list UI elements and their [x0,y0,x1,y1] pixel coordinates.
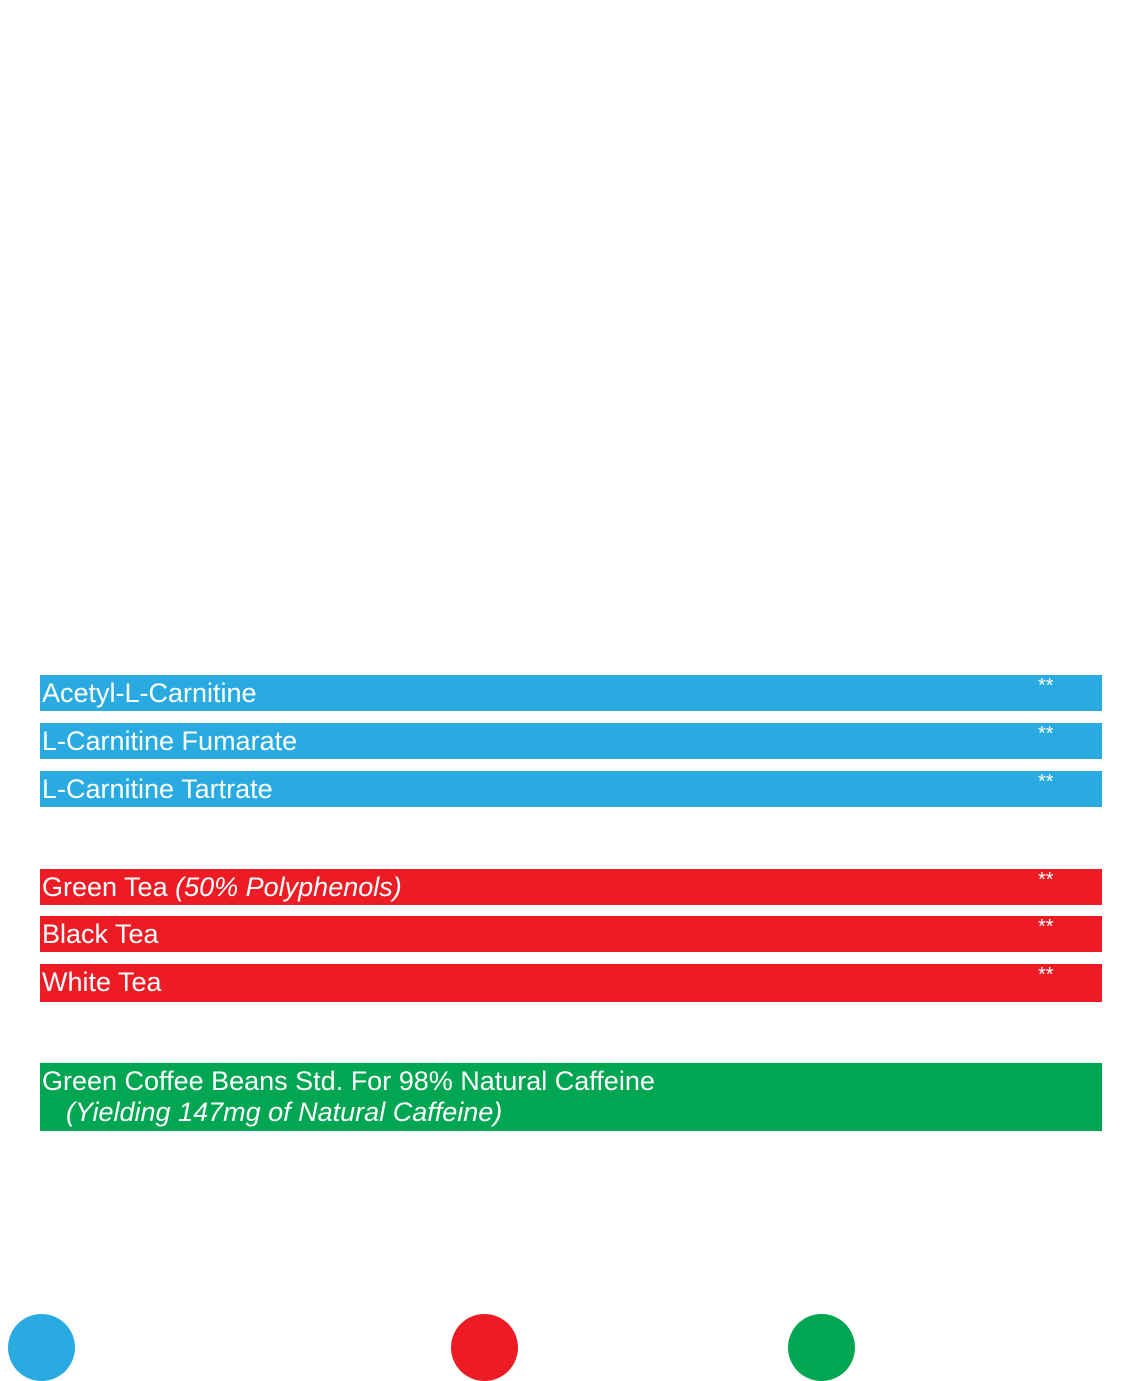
ingredient-row-green-tea [40,869,1102,905]
ingredient-note: (50% Polyphenols) [175,872,402,902]
ingredient-row-green-coffee-beans [40,1063,1102,1131]
ingredient-label: Acetyl-L-Carnitine [42,678,257,708]
footnote-mark: ** [1038,916,1054,938]
ingredient-label: White Tea [42,967,162,997]
ingredient-label: Green Tea [42,872,168,902]
ingredient-label: Green Coffee Beans Std. For 98% Natural Caffeine [42,1066,655,1096]
ingredient-label: L-Carnitine Fumarate [42,726,298,756]
footnote-mark: ** [1038,869,1054,891]
ingredient-row-white-tea [40,964,1102,1002]
footnote-mark: ** [1038,771,1054,793]
footnote-mark: ** [1038,723,1054,745]
footnote-mark: ** [1038,675,1054,697]
ingredient-label: Black Tea [42,919,159,949]
ingredient-row-black-tea [40,916,1102,952]
ingredient-note: (Yielding 147mg of Natural Caffeine) [66,1097,503,1127]
red-dot-icon [451,1314,518,1381]
footnote-mark: ** [1038,964,1054,986]
green-dot-icon [788,1314,855,1381]
ingredient-label: L-Carnitine Tartrate [42,774,273,804]
blue-dot-icon [8,1314,75,1381]
ingredient-row-l-carnitine-fumarate [40,723,1102,759]
ingredient-row-acetyl-l-carnitine [40,675,1102,711]
ingredient-row-l-carnitine-tartrate [40,771,1102,807]
